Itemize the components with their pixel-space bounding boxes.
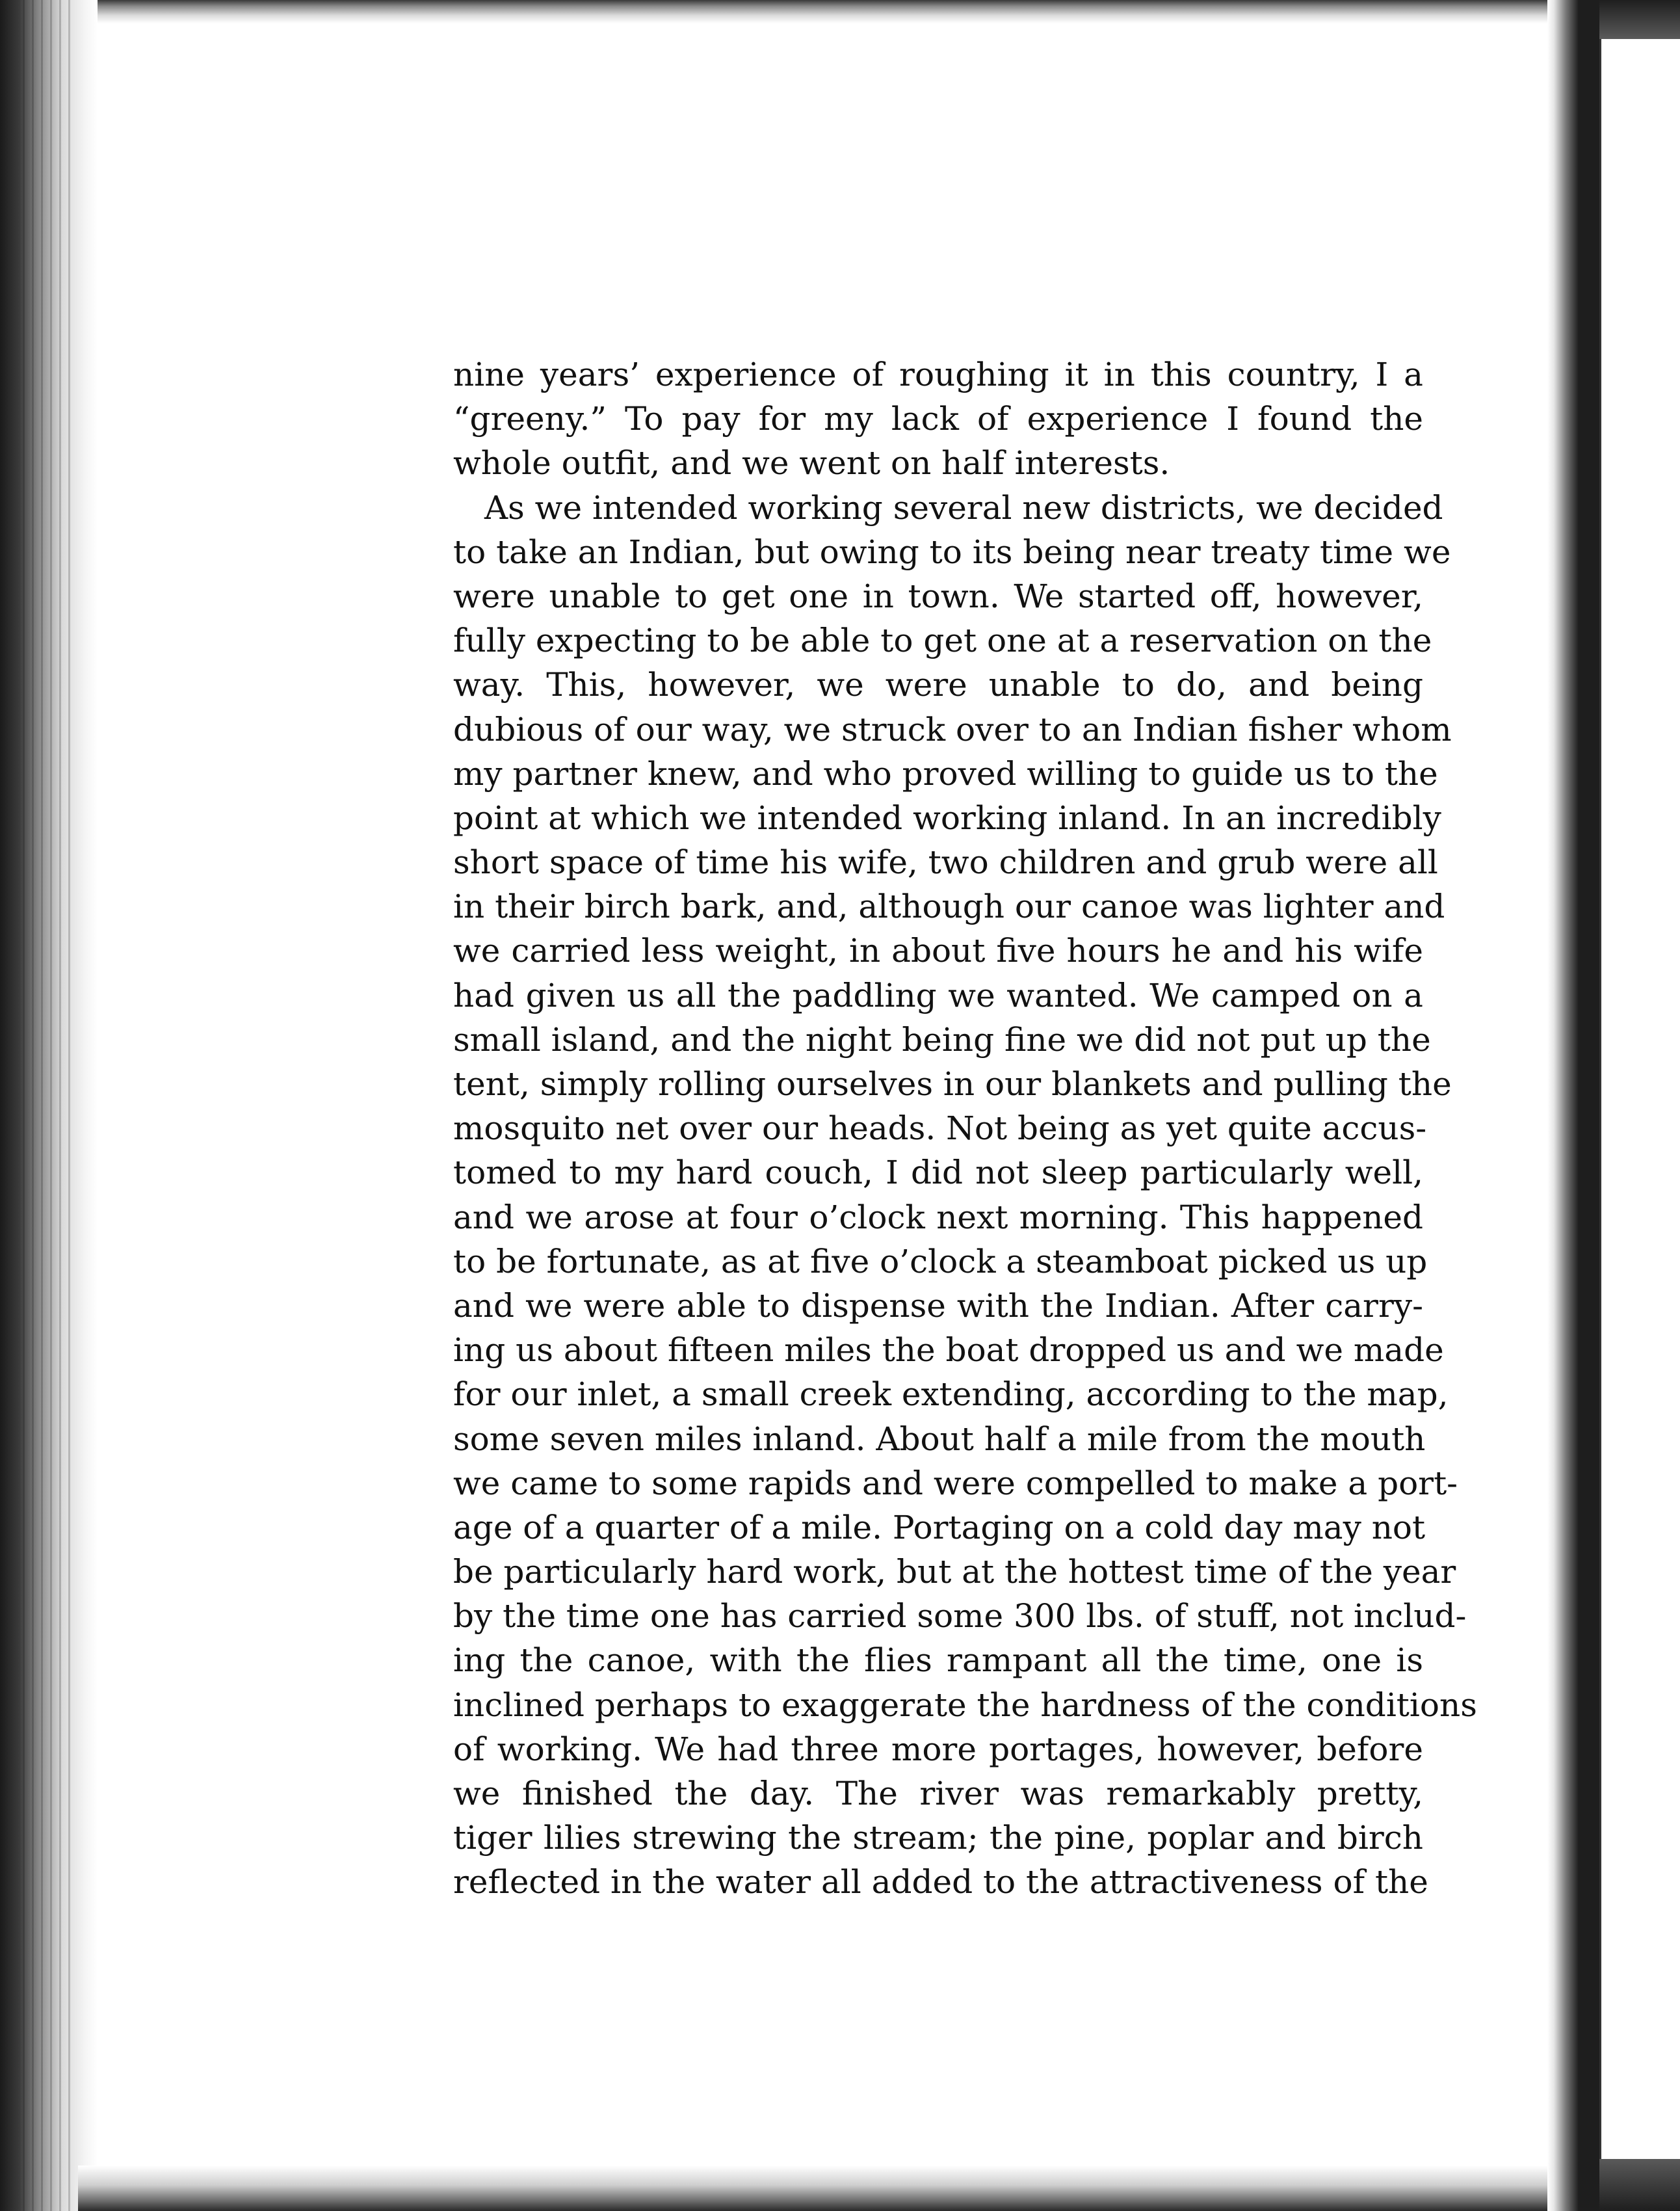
text-line: we came to some rapids and were compelled to make a port- [453, 1464, 1458, 1502]
text-line: to be fortunate, as at five o’clock a steamboat picked us up [453, 1242, 1428, 1280]
text-line: small island, and the night being fine we did not put up the [453, 1020, 1431, 1059]
text-line: inclined perhaps to exaggerate the hardness of the conditions [453, 1686, 1477, 1724]
text-line: way. This, however, we were unable to do, and being [453, 666, 1423, 704]
text-line: to take an Indian, but owing to its being near treaty time we [453, 533, 1451, 571]
top-page-edge [98, 0, 1573, 23]
text-line: tiger lilies strewing the stream; the pine, poplar and birch [453, 1819, 1423, 1857]
text-line: and we were able to dispense with the Indian. After carry- [453, 1286, 1423, 1325]
text-line: we finished the day. The river was remarkably pretty, [453, 1775, 1423, 1812]
text-line: for our inlet, a small creek extending, according to the map, [453, 1375, 1449, 1414]
text-line: we carried less weight, in about five hours he and his wife [453, 932, 1423, 970]
adjacent-page-bottom-shadow [1599, 2159, 1680, 2211]
text-line: ing the canoe, with the flies rampant all the time, one is [453, 1641, 1423, 1680]
text-line: short space of time his wife, two children and grub were all [453, 843, 1438, 882]
text-line: were unable to get one in town. We started off, however, [453, 577, 1423, 615]
bottom-page-edge [78, 2165, 1573, 2211]
text-line: my partner knew, and who proved willing to guide us to the [453, 754, 1438, 793]
text-line: by the time one has carried some 300 lbs. of stuff, not includ- [453, 1597, 1467, 1635]
text-line: tent, simply rolling ourselves in our blankets and pulling the [453, 1065, 1452, 1103]
text-line: some seven miles inland. About half a mile from the mouth [453, 1420, 1426, 1458]
text-line: nine years’ experience of roughing it in this country, I a [453, 356, 1423, 393]
text-line: ing us about fifteen miles the boat dropped us and we made [453, 1331, 1444, 1370]
text-line: and we arose at four o’clock next morning. This happened [453, 1198, 1423, 1236]
text-line: in their birch bark, and, although our canoe was lighter and [453, 888, 1445, 926]
text-line: be particularly hard work, but at the hottest time of the year [453, 1553, 1456, 1591]
text-line: age of a quarter of a mile. Portaging on a cold day may not [453, 1508, 1426, 1546]
right-gutter-shadow [1547, 0, 1599, 2211]
body-text [453, 352, 1477, 1905]
text-line: of working. We had three more portages, however, before [453, 1730, 1423, 1768]
adjacent-page [1599, 39, 1680, 2159]
text-line: mosquito net over our heads. Not being as yet quite accus- [453, 1109, 1427, 1148]
text-line: whole outfit, and we went on half interests. [453, 444, 1170, 483]
text-line: reflected in the water all added to the attractiveness of the [453, 1863, 1428, 1901]
text-line: “greeny.” To pay for my lack of experience I found the [453, 400, 1423, 438]
text-line: tomed to my hard couch, I did not sleep particularly well, [453, 1154, 1423, 1192]
text-line: fully expecting to be able to get one at a reservation on the [453, 622, 1432, 660]
text-line: had given us all the paddling we wanted. We camped on a [453, 976, 1423, 1014]
text-line: As we intended working several new districts, we decided [484, 488, 1443, 527]
text-line: dubious of our way, we struck over to an Indian fisher whom [453, 710, 1452, 748]
binding-page-edges [23, 0, 75, 2211]
adjacent-page-top-shadow [1599, 0, 1680, 39]
text-line: point at which we intended working inland. In an incredibly [453, 799, 1441, 837]
